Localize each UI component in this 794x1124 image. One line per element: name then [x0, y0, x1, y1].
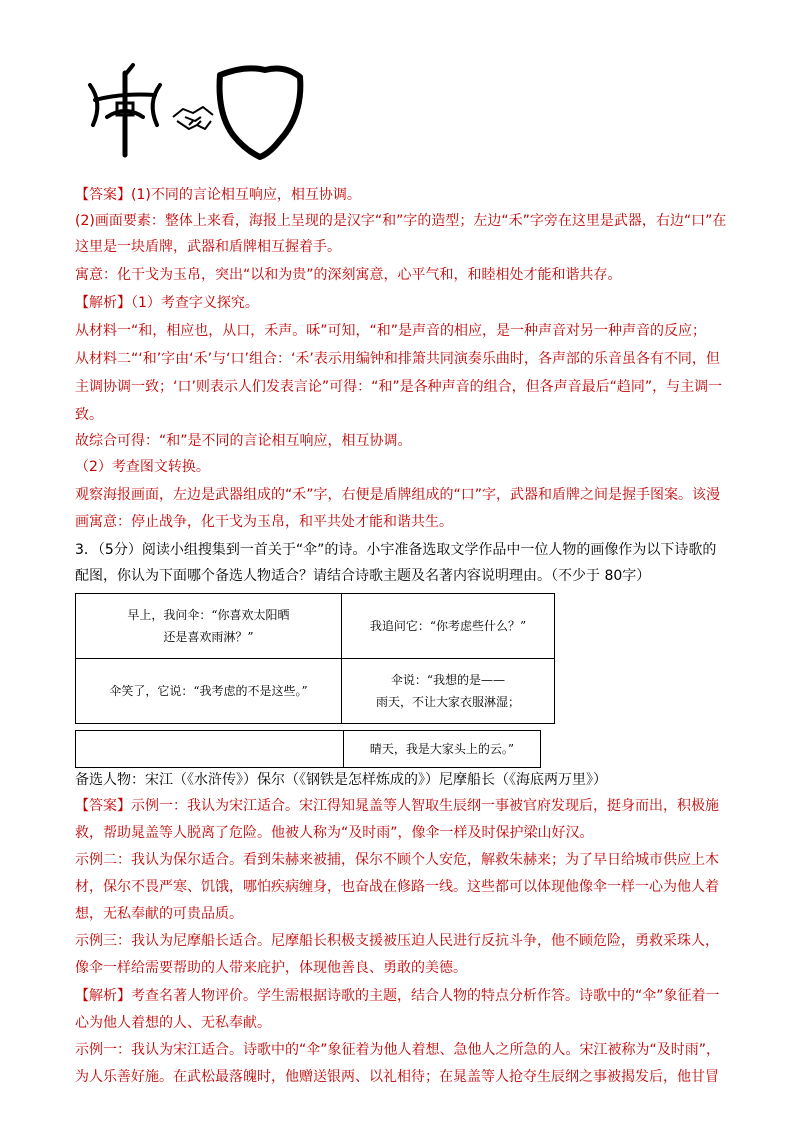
poem-cell-2-2 — [341, 659, 554, 724]
q3-answer-line-6: 示例三：我认为尼摩船长适合。尼摩船长积极支援被压迫人民进行反抗斗争，他不顾危险，勇救采珠人， — [75, 933, 719, 949]
poem-text: 还是喜欢雨淋？” — [163, 630, 254, 644]
poem-cell-3-2: 晴天，我是大家头上的云。” — [369, 742, 515, 756]
poem-text: 雨天，不让大家衣服淋湿； — [375, 695, 520, 709]
poem-cell-2-1: 伞笑了，它说：“我考虑的不是这些。” — [76, 659, 342, 724]
poem-text: 伞说：“我想的是—— — [390, 673, 506, 687]
q2-analysis-line-4: 主调协调一致；‘口’则表示人们发表言论”可得：“和”是各种声音的组合，但各声音最后“趋同”，与主调一 — [75, 379, 723, 395]
shield-icon — [220, 68, 301, 157]
q2-answer-line-3: 这里是一块盾牌，武器和盾牌相互握着手。 — [75, 239, 341, 255]
q3-answer-line-5: 想，无私奉献的可贵品质。 — [75, 906, 243, 922]
q2-answer-text-1: (1)不同的言论相互响应，相互协调。 — [131, 187, 361, 203]
q2-analysis-line-7: （2）考查图文转换。 — [75, 459, 210, 475]
q3-question-line-2: 配图，你认为下面哪个备选人物适合？请结合诗歌主题及名著内容说明理由。（不少于 80字） — [75, 568, 651, 584]
q3-candidates: 备选人物：宋江（《水浒传》）保尔（《钢铁是怎样炼成的》）尼摩船长（《海底两万里》） — [75, 772, 607, 788]
q3-analysis-text-1: 考查名著人物评价。学生需根据诗歌的主题，结合人物的特点分析作答。诗歌中的“伞”象征着一 — [131, 988, 720, 1004]
poem-table — [75, 593, 555, 724]
q3-question-line-1: 3．（5分）阅读小组搜集到一首关于“伞”的诗。小宇准备选取文学作品中一位人物的画像作为以下诗歌的 — [75, 542, 717, 558]
q3-analysis-line-2: 心为他人着想的人、无私奉献。 — [75, 1015, 271, 1031]
q3-answer-line-4: 材，保尔不畏严寒、饥饿，哪怕疾病缠身，也奋战在修路一线。这些都可以体现他像伞一样一心为他人着 — [75, 879, 719, 895]
q2-analysis-line-9: 画寓意：停止战争，化干戈为玉帛，和平共处才能和谐共生。 — [75, 514, 453, 530]
poem-cell-1-2: 我追问它：“你考虑些什么？” — [341, 594, 554, 659]
answer-tag: 【答案】 — [75, 187, 131, 203]
q2-analysis-line-3: 从材料二“‘和’字由‘禾’与‘口’组合：‘禾’表示用编钟和排箫共同演奏乐曲时，各声部的乐音虽各有不同，但 — [75, 351, 720, 367]
analysis-tag: 【解析】 — [75, 988, 131, 1004]
q2-analysis-line-8: 观察海报画面，左边是武器组成的“禾”字，右便是盾牌组成的“口”字，武器和盾牌之间是握手图案。该漫 — [75, 487, 721, 503]
weapon-he-character-icon — [90, 65, 160, 155]
he-character-poster — [85, 55, 315, 165]
q3-analysis-line-1 — [75, 986, 725, 1006]
handshake-icon — [173, 107, 213, 129]
analysis-tag: 【解析】 — [75, 295, 131, 311]
q2-answer-line-4: 寓意：化干戈为玉帛，突出“以和为贵”的深刻寓意，心平气和，和睦相处才能和谐共存。 — [75, 267, 622, 283]
q3-analysis-line-4: 为人乐善好施。在武松最落魄时，他赠送银两、以礼相待；在晁盖等人抢夺生辰纲之事被揭发后，他甘冒 — [75, 1069, 719, 1085]
q2-analysis-text-1: （1）考查字义探究。 — [131, 295, 259, 311]
q3-answer-line-7: 像伞一样给需要帮助的人带来庇护，体现他善良、勇敢的美德。 — [75, 960, 467, 976]
q3-analysis-line-3: 示例一：我认为宋江适合。诗歌中的“伞”象征着为他人着想、急他人之所急的人。宋江被称为“及时雨”， — [75, 1042, 721, 1058]
poem-row-1 — [76, 594, 555, 659]
q3-answer-line-1 — [75, 796, 725, 816]
q2-answer-line-1 — [75, 185, 725, 205]
q2-analysis-line-5: 致。 — [75, 407, 103, 423]
poem-cell-1-1 — [76, 594, 342, 659]
q2-analysis-line-6: 故综合可得：“和”是不同的言论相互响应，相互协调。 — [75, 433, 412, 449]
answer-tag: 【答案】 — [75, 798, 131, 814]
q2-answer-line-2: (2)画面要素：整体上来看，海报上呈现的是汉字“和”字的造型；左边“禾”字旁在这里是武器，右边“口”在 — [75, 213, 727, 229]
q2-analysis-line-2: 从材料一“和，相应也，从口，禾声。咊”可知，“和”是声音的相应，是一种声音对另一种声音的反应； — [75, 323, 707, 339]
poem-text: 早上，我问伞：“你喜欢太阳晒 — [127, 608, 290, 622]
q3-answer-line-2: 救，帮助晁盖等人脱离了危险。他被人称为“及时雨”，像伞一样及时保护梁山好汉。 — [75, 825, 594, 841]
q3-answer-line-3: 示例二：我认为保尔适合。看到朱赫来被捕，保尔不顾个人安危，解救朱赫来；为了早日给城市供应上木 — [75, 852, 719, 868]
q3-answer-text-1: 示例一：我认为宋江适合。宋江得知晁盖等人智取生辰纲一事被官府发现后，挺身而出，积极施 — [131, 798, 719, 814]
poem-row-2 — [76, 659, 555, 724]
poem-row-3 — [75, 730, 541, 768]
q2-analysis-line-1 — [75, 293, 725, 313]
